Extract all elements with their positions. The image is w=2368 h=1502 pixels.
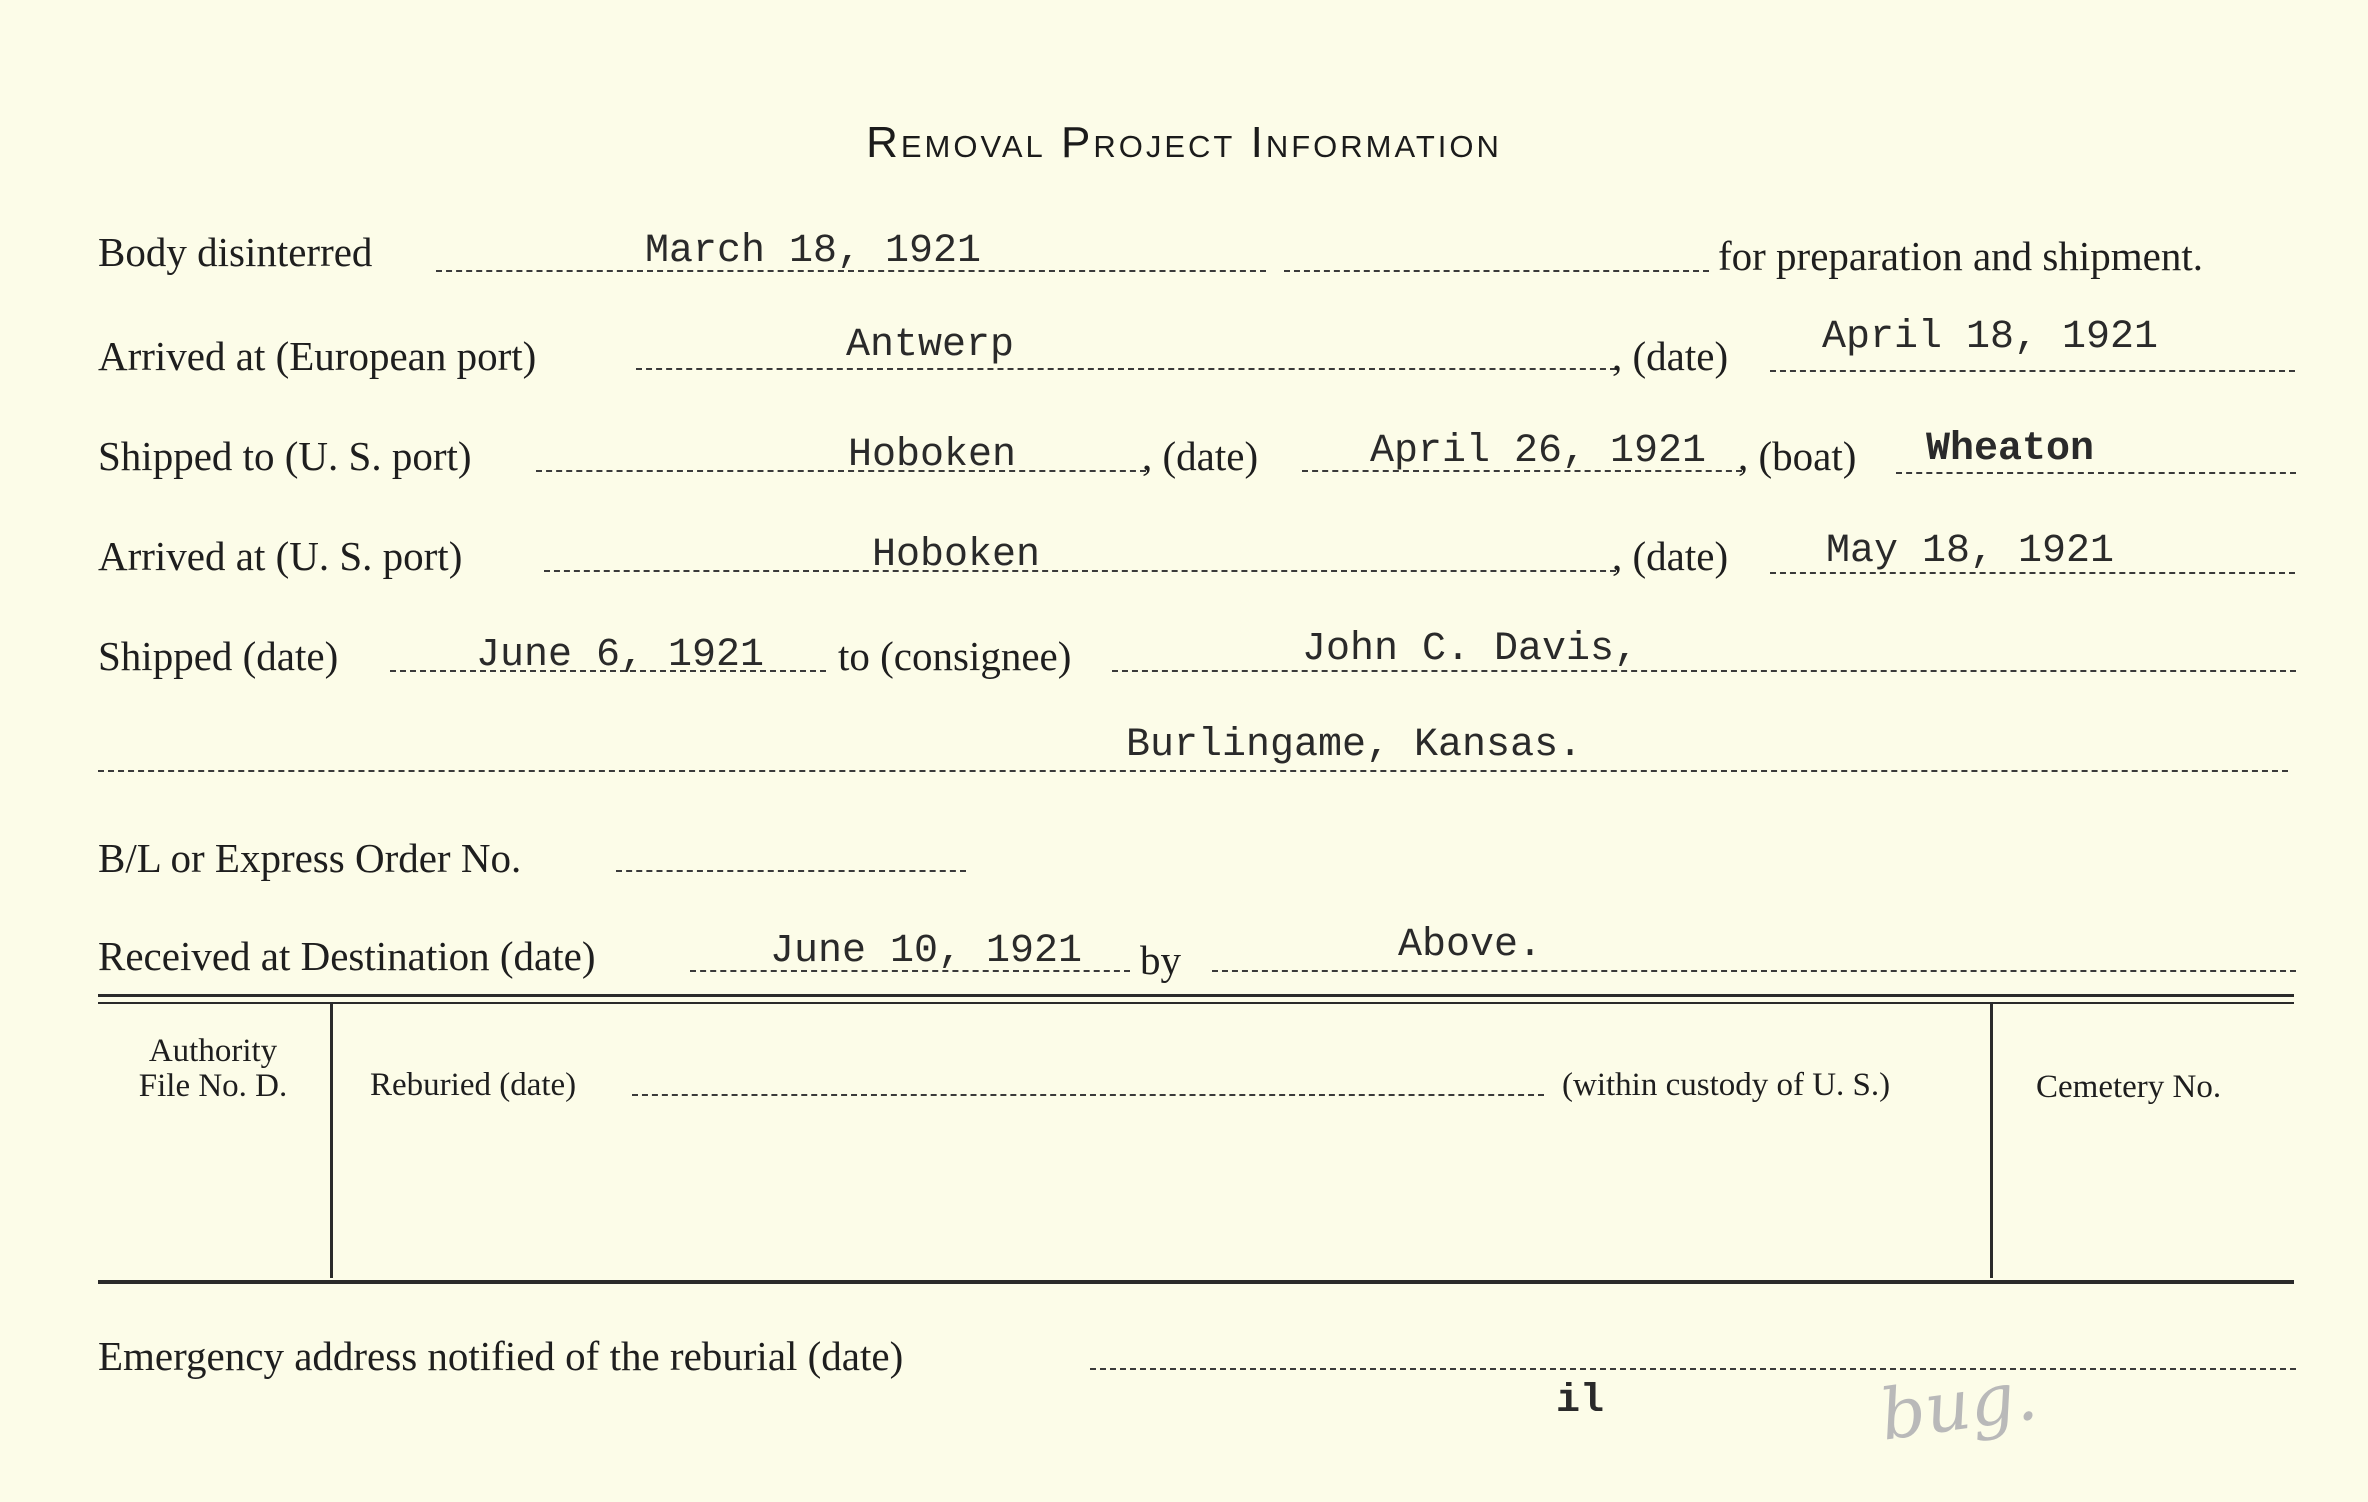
disinterred-suffix: for preparation and shipment. bbox=[1718, 233, 2204, 279]
arrived-us-label: Arrived at (U. S. port) bbox=[98, 533, 463, 579]
handwritten-initials: bug. bbox=[1875, 1353, 2042, 1457]
shipped-us-boat-label: , (boat) bbox=[1738, 433, 1857, 479]
table-top-rule-2 bbox=[98, 1002, 2294, 1004]
shipped-us-label: Shipped to (U. S. port) bbox=[98, 433, 472, 479]
arrived-european-date-line bbox=[1770, 370, 2295, 372]
arrived-european-line bbox=[636, 368, 1616, 370]
arrived-european-label: Arrived at (European port) bbox=[98, 333, 537, 379]
arrived-european-port: Antwerp bbox=[846, 323, 1015, 368]
shipped-us-boat: Wheaton bbox=[1926, 427, 2095, 472]
table-bottom-rule bbox=[98, 1280, 2294, 1284]
reburied-label: Reburied (date) bbox=[370, 1067, 577, 1103]
shipped-us-date: April 26, 1921 bbox=[1370, 429, 1707, 474]
received-label: Received at Destination (date) bbox=[98, 933, 596, 979]
disinterred-label: Body disinterred bbox=[98, 229, 373, 275]
received-by-line bbox=[1212, 970, 2296, 972]
authority-divider bbox=[330, 1004, 333, 1278]
footer-code: il bbox=[1556, 1379, 1605, 1424]
cemetery-label: Cemetery No. bbox=[2036, 1069, 2222, 1105]
received-by-value: Above. bbox=[1398, 923, 1543, 968]
authority-label: Authority File No. D. bbox=[138, 1033, 288, 1104]
shipped-us-date-label: , (date) bbox=[1142, 433, 1259, 479]
consignee-address-line bbox=[98, 770, 2288, 772]
arrived-us-port: Hoboken bbox=[872, 533, 1041, 578]
cemetery-divider bbox=[1990, 1004, 1993, 1278]
received-date: June 10, 1921 bbox=[770, 929, 1083, 974]
arrived-us-date-label: , (date) bbox=[1612, 533, 1729, 579]
disinterred-value: March 18, 1921 bbox=[645, 229, 982, 274]
arrived-european-date: April 18, 1921 bbox=[1822, 315, 2159, 360]
consignee-line bbox=[1112, 670, 2296, 672]
reburied-line bbox=[632, 1094, 1544, 1096]
disinterred-line-2 bbox=[1284, 270, 1709, 272]
shipped-us-port: Hoboken bbox=[848, 433, 1017, 478]
bl-order-label: B/L or Express Order No. bbox=[98, 835, 522, 881]
shipped-date-value: June 6, 1921 bbox=[476, 633, 765, 678]
arrived-european-date-label: , (date) bbox=[1612, 333, 1729, 379]
form-title: Removal Project Information bbox=[866, 118, 1502, 167]
shipped-date-label: Shipped (date) bbox=[98, 633, 339, 679]
bl-order-line bbox=[616, 870, 966, 872]
consignee-name: John C. Davis, bbox=[1302, 627, 1639, 672]
consignee-address: Burlingame, Kansas. bbox=[1126, 723, 1583, 768]
shipped-us-boat-line bbox=[1896, 472, 2296, 474]
arrived-us-line bbox=[544, 570, 1616, 572]
shipped-us-line bbox=[536, 470, 1146, 472]
emergency-label: Emergency address notified of the reburial (date) bbox=[98, 1333, 904, 1379]
emergency-line bbox=[1090, 1368, 2296, 1370]
custody-label: (within custody of U. S.) bbox=[1562, 1067, 1891, 1103]
received-by-label: by bbox=[1140, 937, 1181, 983]
consignee-label: to (consignee) bbox=[838, 633, 1072, 679]
table-top-rule bbox=[98, 994, 2294, 997]
arrived-us-date: May 18, 1921 bbox=[1826, 529, 2115, 574]
